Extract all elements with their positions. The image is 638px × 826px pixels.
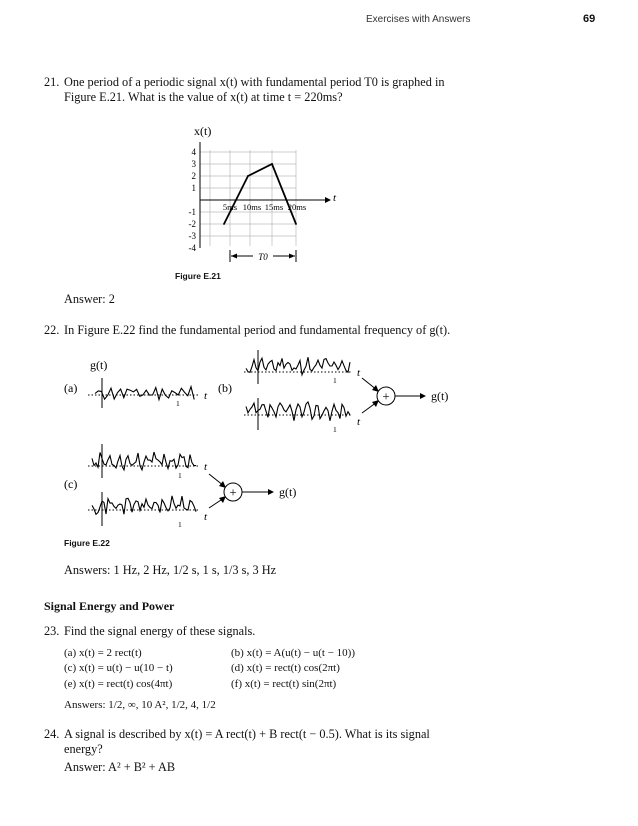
fig22-label-a: (a) bbox=[64, 381, 78, 395]
q23-a: (a) x(t) = 2 rect(t) bbox=[64, 647, 142, 659]
fig21-ytick: -1 bbox=[188, 207, 196, 217]
q23-f: (f) x(t) = rect(t) sin(2πt) bbox=[231, 678, 337, 690]
fig22b-top-tick-1: 1 bbox=[333, 376, 337, 385]
fig21-xtick: 10ms bbox=[242, 202, 262, 212]
fig22c-top-signal bbox=[92, 452, 196, 470]
fig21-xtick: 20ms bbox=[287, 202, 307, 212]
q23-b: (b) x(t) = A(u(t) − u(t − 10)) bbox=[231, 647, 355, 659]
fig22b-top-t-label: t bbox=[357, 367, 361, 379]
q21-answer: Answer: 2 bbox=[64, 292, 115, 306]
fig22c-bot-tick-1: 1 bbox=[178, 520, 182, 529]
fig22b-bot-signal bbox=[246, 402, 350, 421]
fig21-caption: Figure E.21 bbox=[175, 271, 221, 281]
fig22a-g-label: g(t) bbox=[90, 358, 108, 372]
fig22c-bot-t-label: t bbox=[204, 511, 208, 523]
fig21-xlabel: t bbox=[333, 192, 337, 204]
fig22-label-c: (c) bbox=[64, 477, 78, 491]
fig21-xtick: 15ms bbox=[264, 202, 284, 212]
q21-line2: Figure E.21. What is the value of x(t) at time t = 220ms? bbox=[64, 90, 343, 104]
q23-answers: Answers: 1/2, ∞, 10 A², 1/2, 4, 1/2 bbox=[64, 699, 216, 711]
page-number: 69 bbox=[583, 13, 596, 25]
q21-line1: One period of a periodic signal x(t) with fundamental period T0 is graphed in bbox=[64, 75, 445, 89]
fig21-ytick: 1 bbox=[191, 183, 196, 193]
fig21-ytick: 2 bbox=[191, 171, 196, 181]
section-title: Signal Energy and Power bbox=[44, 599, 175, 613]
fig22b-g-label: g(t) bbox=[431, 389, 449, 403]
q21-number: 21. bbox=[44, 75, 60, 89]
fig22-caption: Figure E.22 bbox=[64, 538, 110, 548]
q24-number: 24. bbox=[44, 727, 60, 741]
fig21-ylabel: x(t) bbox=[194, 124, 212, 138]
q24-line1: A signal is described by x(t) = A rect(t) + B rect(t − 0.5). What is its signal bbox=[64, 727, 430, 741]
fig21-ytick: -3 bbox=[188, 231, 196, 241]
q22-answers: Answers: 1 Hz, 2 Hz, 1/2 s, 1 s, 1/3 s, 3 Hz bbox=[64, 563, 277, 577]
q22-text: In Figure E.22 find the fundamental period and fundamental frequency of g(t). bbox=[64, 323, 451, 337]
fig22c-plus: + bbox=[229, 484, 237, 500]
fig21-period-label: T0 bbox=[258, 252, 268, 262]
fig22c-g-label: g(t) bbox=[279, 485, 297, 499]
fig22a-signal bbox=[95, 387, 194, 400]
fig22c-top-t-label: t bbox=[204, 461, 208, 473]
q23-text: Find the signal energy of these signals. bbox=[64, 624, 256, 638]
q23-c: (c) x(t) = u(t) − u(10 − t) bbox=[64, 662, 173, 674]
q23-d: (d) x(t) = rect(t) cos(2πt) bbox=[231, 662, 340, 674]
fig21-ytick: -2 bbox=[188, 219, 196, 229]
q24-line2: energy? bbox=[64, 742, 103, 756]
fig21-xtick: 5ms bbox=[222, 202, 238, 212]
fig21-ytick: 3 bbox=[191, 159, 196, 169]
fig22b-bot-t-label: t bbox=[357, 416, 361, 428]
q22-number: 22. bbox=[44, 323, 60, 337]
fig22-label-b: (b) bbox=[218, 381, 232, 395]
q24-answer: Answer: A² + B² + AB bbox=[64, 760, 176, 774]
fig21-ytick: -4 bbox=[188, 243, 196, 253]
running-title: Exercises with Answers bbox=[366, 14, 471, 25]
fig22b-bot-tick-1: 1 bbox=[333, 425, 337, 434]
fig22c-bot-signal bbox=[92, 496, 196, 514]
q23-e: (e) x(t) = rect(t) cos(4πt) bbox=[64, 678, 173, 690]
fig21-ytick: 4 bbox=[191, 147, 196, 157]
q23-number: 23. bbox=[44, 624, 60, 638]
fig22b-plus: + bbox=[382, 388, 390, 404]
fig22a-tick-1: 1 bbox=[176, 399, 180, 408]
fig22a-t-label: t bbox=[204, 390, 208, 402]
fig22c-top-tick-1: 1 bbox=[178, 471, 182, 480]
